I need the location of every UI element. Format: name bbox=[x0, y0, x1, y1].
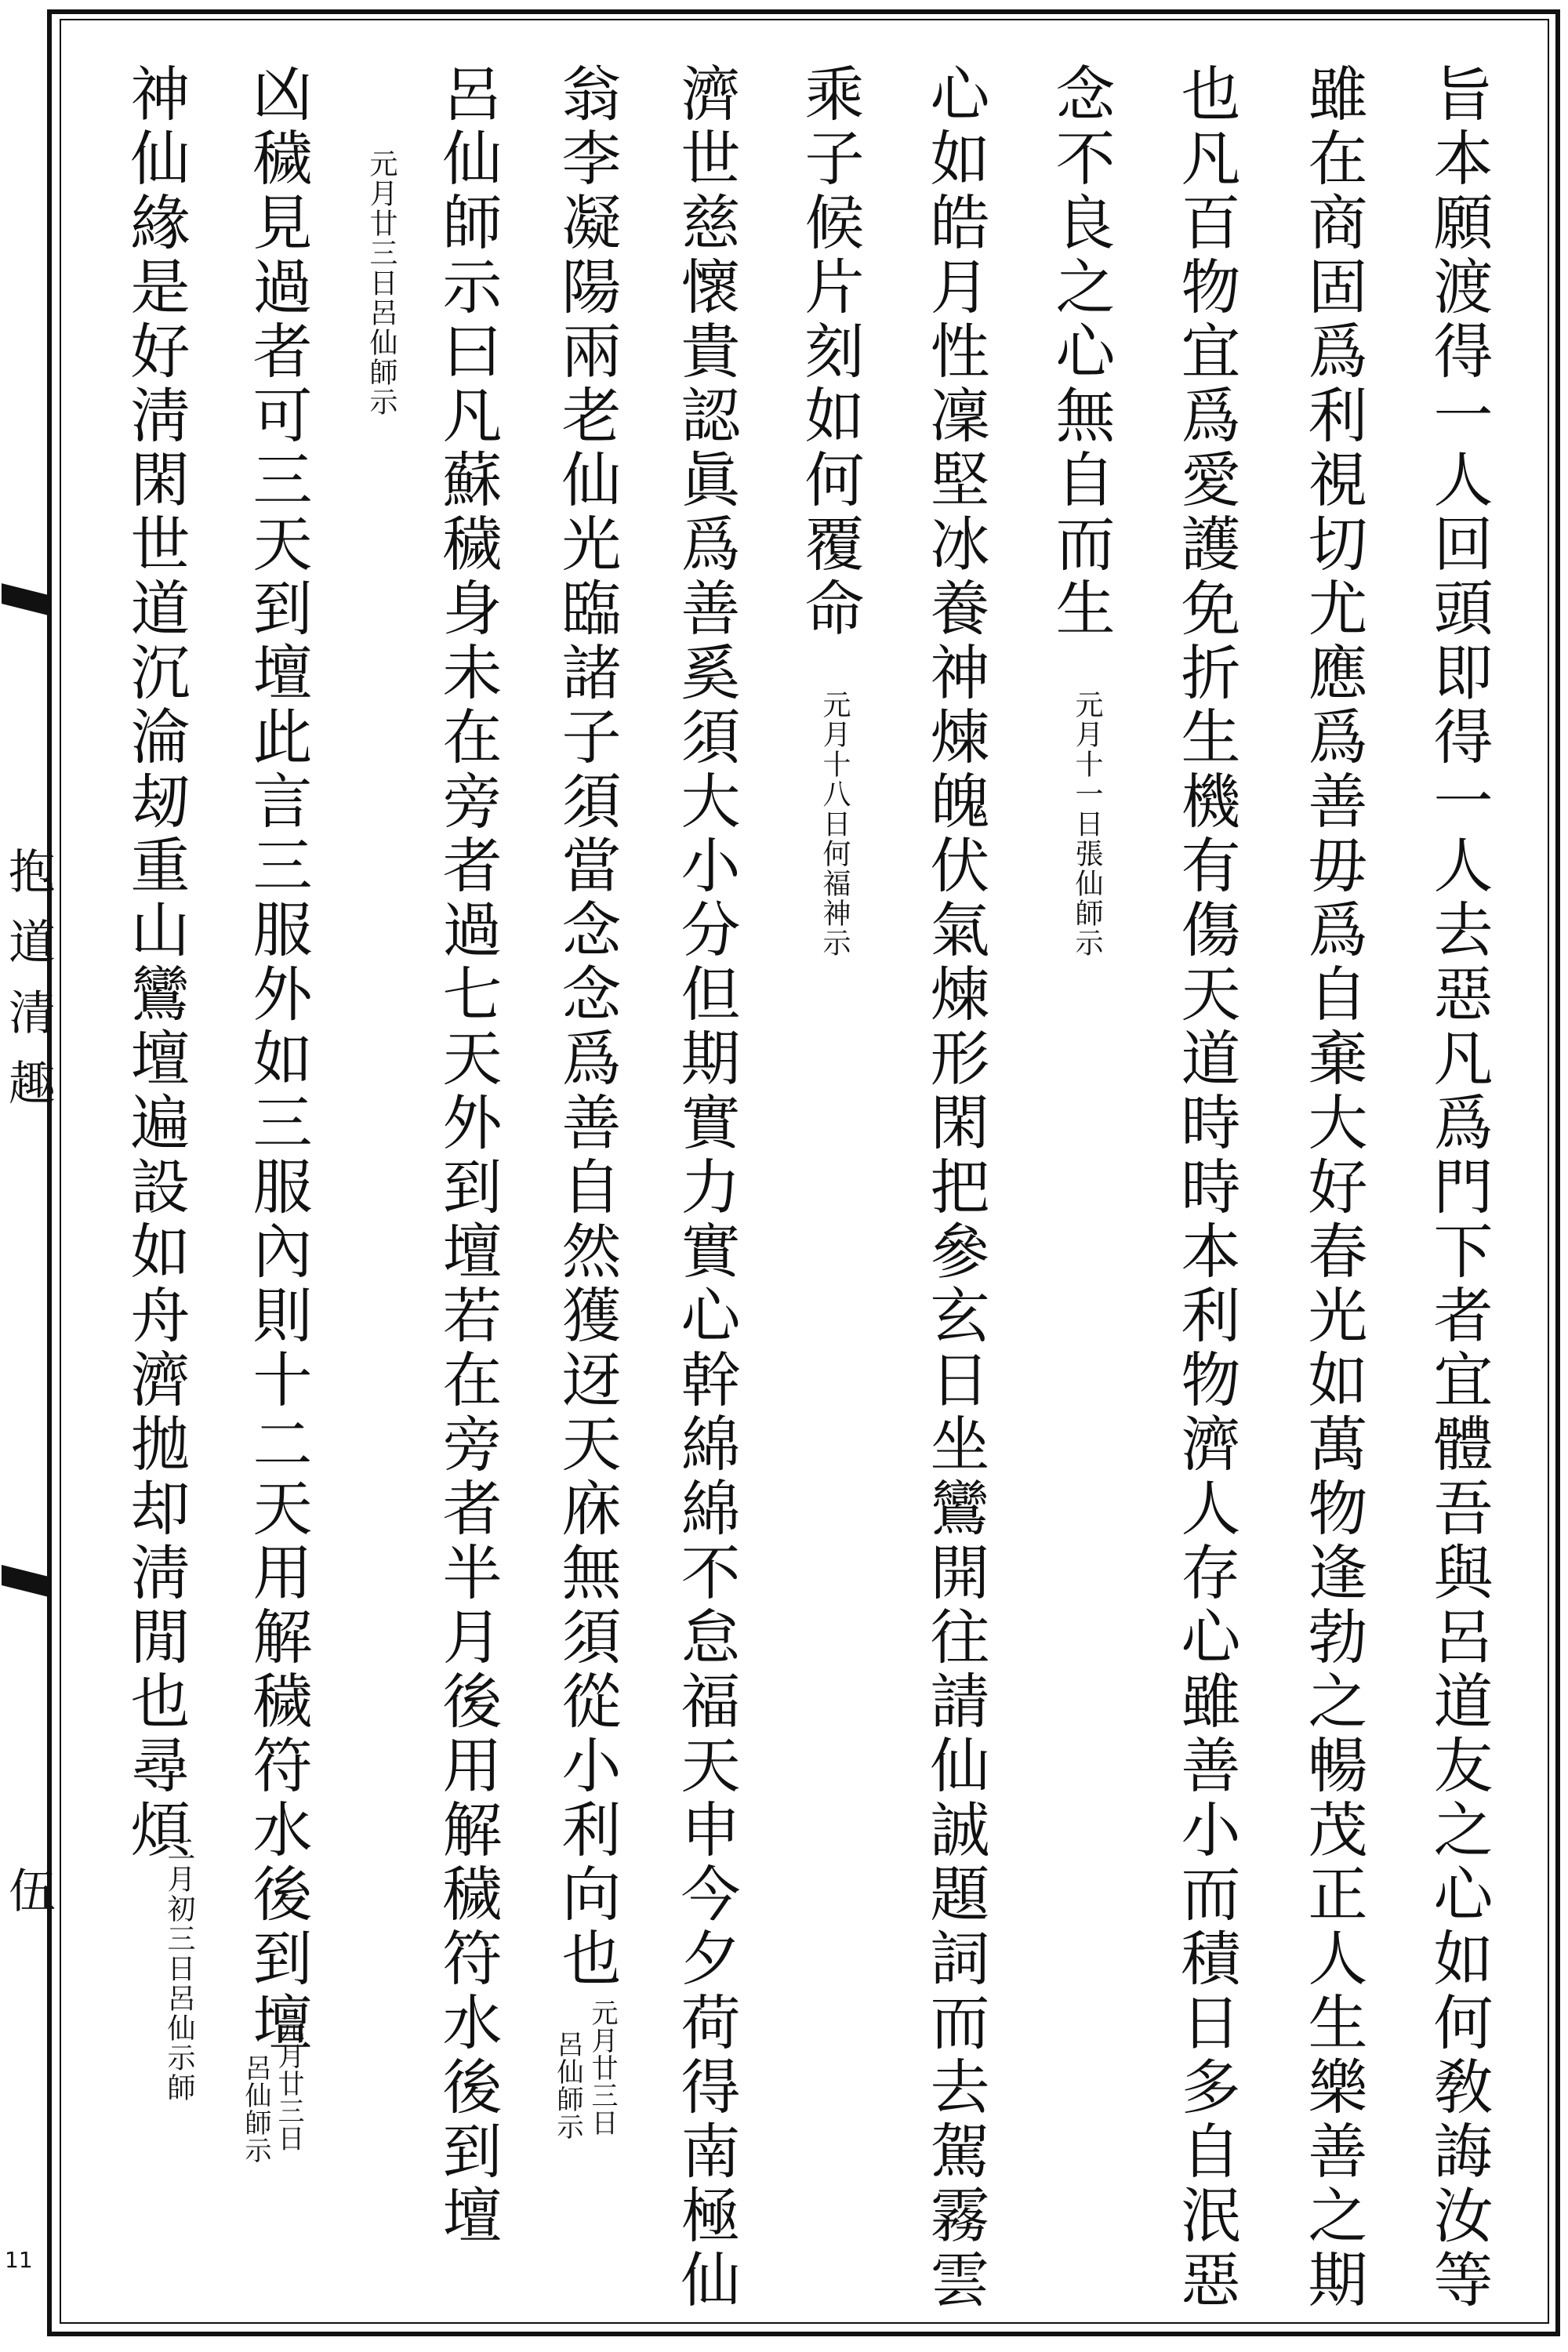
text-column-5: 心如皓月性凜堅冰養神煉魄伏氣煉形閑把參玄日坐鸞開往請仙誠題詞而去駕霧雲 bbox=[920, 63, 990, 2313]
text-column-9: 呂仙師示曰凡蘇穢身未在旁者過七天外到壇若在旁者半月後用解穢符水後到壇 bbox=[433, 63, 503, 2249]
signature-note-1: 元月十一日張仙師示 bbox=[1071, 690, 1103, 958]
text-column-3: 也凡百物宜爲愛護免折生機有傷天道時時本利物濟人存心雖善小而積日多自泯惡 bbox=[1171, 63, 1241, 2313]
text-column-2: 雖在商固爲利視切尤應爲善毋爲自棄大好春光如萬物逢勃之暢茂正人生樂善之期 bbox=[1298, 63, 1368, 2313]
margin-mark-top bbox=[2, 583, 52, 616]
text-column-6: 乘子候片刻如何覆命 bbox=[795, 63, 865, 641]
text-column-8: 翁李凝陽兩老仙光臨諸子須當念念爲善自然獲迓天庥無須從小利向也 bbox=[552, 63, 622, 1991]
book-title: 抱道清趣 bbox=[1, 847, 56, 1129]
text-column-4: 念不良之心無自而生 bbox=[1046, 63, 1116, 641]
signature-note-2: 元月十八日何福神示 bbox=[818, 690, 851, 958]
text-column-10: 凶穢見過者可三天到壇此言三服外如三服內則十二天用解穢符水後到壇 bbox=[243, 63, 313, 2056]
signature-note-4: 元月廿三日呂仙師示 bbox=[365, 149, 397, 417]
signature-note-5b: 呂仙師示 bbox=[240, 2054, 271, 2164]
signature-note-3a: 元月廿三日 bbox=[586, 1999, 618, 2136]
margin-mark-bottom bbox=[2, 1565, 52, 1598]
signature-note-3b: 呂仙師示 bbox=[552, 2031, 583, 2140]
text-column-7: 濟世慈懷貴認眞爲善奚須大小分但期實力實心幹綿綿不怠福天申今夕荷得南極仙 bbox=[671, 63, 741, 2313]
text-column-11: 神仙緣是好淸閑世道沉淪刼重山鸞壇遍設如舟濟拋却淸閒也尋煩 bbox=[121, 63, 191, 1863]
signature-note-6: 二月初三日呂仙示師 bbox=[163, 1835, 195, 2103]
left-margin bbox=[0, 0, 55, 2352]
page-label: 伍 bbox=[1, 1866, 56, 1913]
text-column-1: 旨本願渡得一人回頭即得一人去惡凡爲門下者宜體吾與呂道友之心如何敎誨汝等 bbox=[1424, 63, 1494, 2313]
signature-note-5a: 元月廿三日 bbox=[273, 2015, 304, 2152]
page-number: 11 bbox=[5, 2247, 33, 2273]
